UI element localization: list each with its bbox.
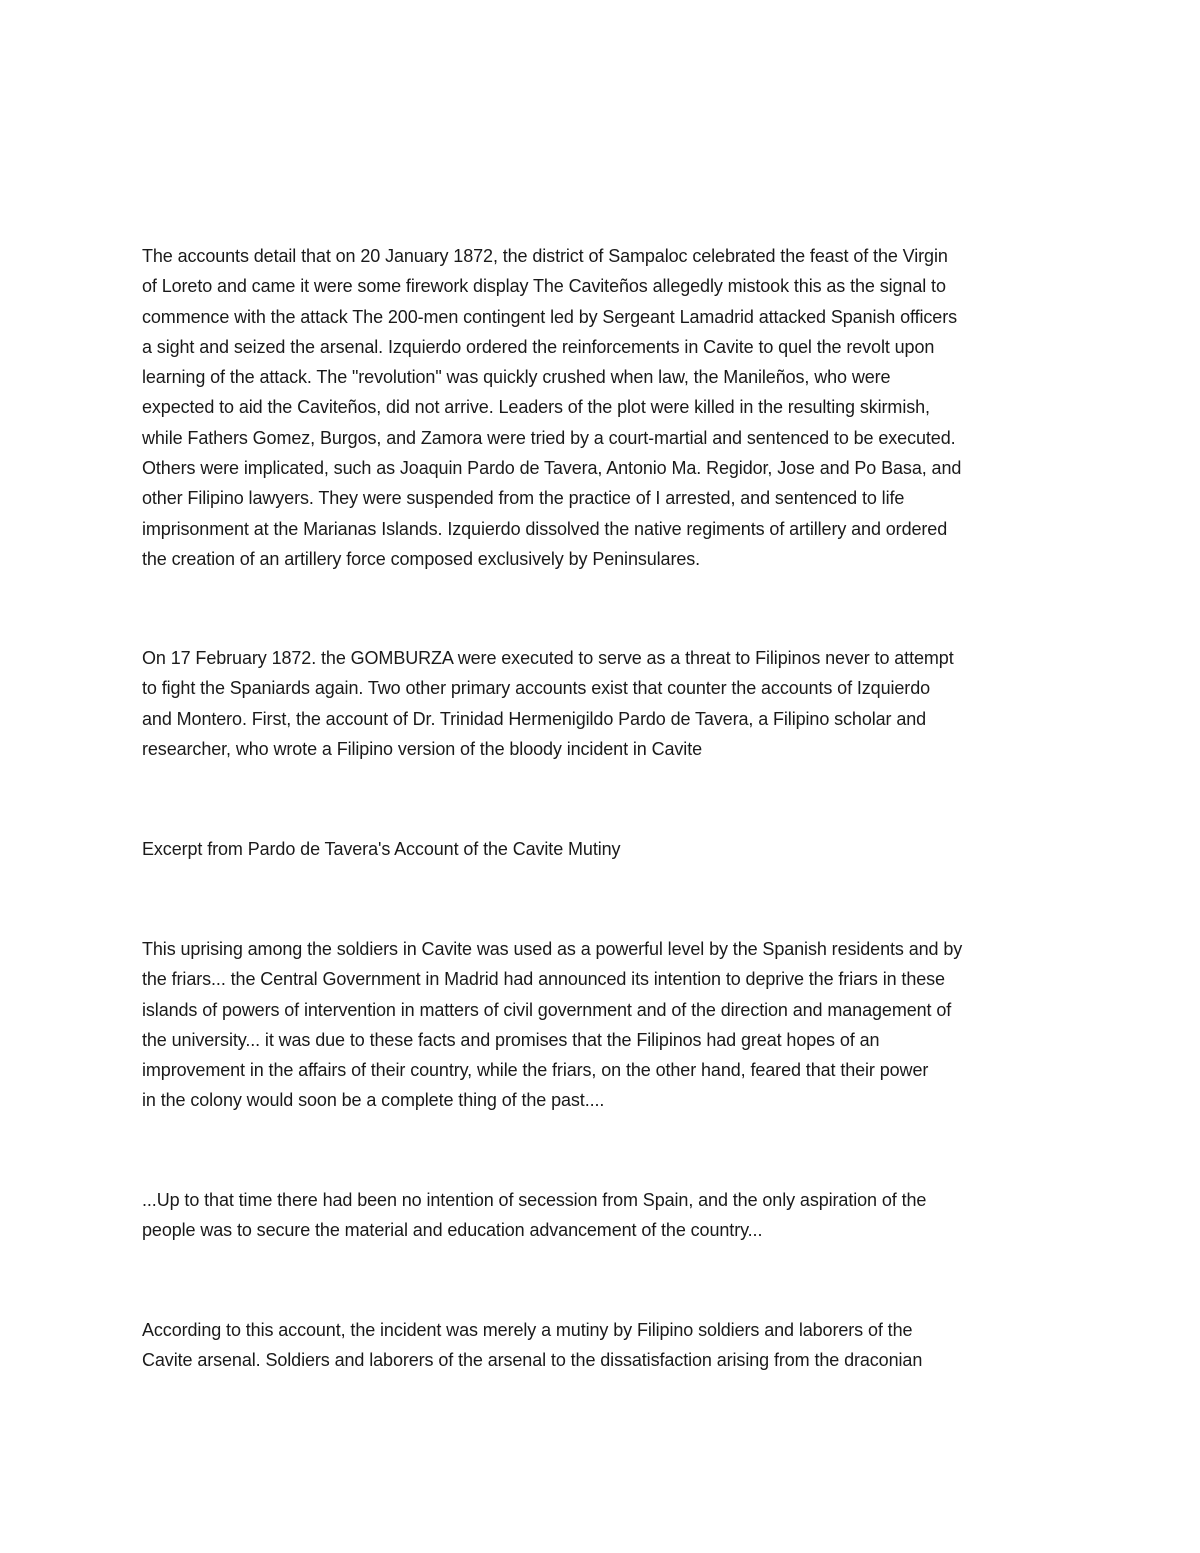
text-line: and Montero. First, the account of Dr. Trinidad Hermenigildo Pardo de Tavera, a Filipino scholar and xyxy=(142,708,927,729)
paragraph-excerpt-heading xyxy=(142,834,620,864)
text-line: learning of the attack. The "revolution" was quickly crushed when law, the Manileños, who were xyxy=(142,367,891,388)
text-line: Cavite arsenal. Soldiers and laborers of the arsenal to the dissatisfaction arising from the draconian xyxy=(142,1350,923,1371)
text-line: a sight and seized the arsenal. Izquierdo ordered the reinforcements in Cavite to quel the revolt upon xyxy=(142,336,935,357)
text-line: Others were implicated, such as Joaquin Pardo de Tavera, Antonio Ma. Regidor, Jose and Po Basa, and xyxy=(142,458,962,479)
text-line: while Fathers Gomez, Burgos, and Zamora were tried by a court-martial and sentenced to be executed. xyxy=(142,427,956,448)
text-line: the university... it was due to these facts and promises that the Filipinos had great hopes of an xyxy=(142,1029,880,1050)
paragraph-secession-quote xyxy=(142,1185,926,1246)
text-line: According to this account, the incident was merely a mutiny by Filipino soldiers and laborers of the xyxy=(142,1320,913,1340)
text-line: expected to aid the Caviteños, did not arrive. Leaders of the plot were killed in the resulting skirmish, xyxy=(142,397,930,418)
text-line: the friars... the Central Government in Madrid had announced its intention to deprive the friars in these xyxy=(142,969,945,990)
text-line: Excerpt from Pardo de Tavera's Account of the Cavite Mutiny xyxy=(142,839,621,859)
text-line: improvement in the affairs of their country, while the friars, on the other hand, feared that their power xyxy=(142,1060,929,1081)
text-line: The accounts detail that on 20 January 1872, the district of Sampaloc celebrated the feast of the Virgin xyxy=(142,246,948,266)
text-line: to fight the Spaniards again. Two other primary accounts exist that counter the accounts of Izquierdo xyxy=(142,678,931,699)
text-line: researcher, who wrote a Filipino version of the bloody incident in Cavite xyxy=(142,738,702,759)
text-line: ...Up to that time there had been no intention of secession from Spain, and the only aspiration of the xyxy=(142,1190,927,1210)
text-line: commence with the attack The 200-men contingent led by Sergeant Lamadrid attacked Spanish officers xyxy=(142,306,958,327)
paragraph-uprising-quote xyxy=(142,934,962,1116)
text-line: islands of powers of intervention in matters of civil government and of the direction and management of xyxy=(142,999,952,1020)
text-line: of Loreto and came it were some firework display The Caviteños allegedly mistook this as the signal to xyxy=(142,276,946,297)
text-line: imprisonment at the Marianas Islands. Izquierdo dissolved the native regiments of artillery and ordered xyxy=(142,518,948,539)
text-line: This uprising among the soldiers in Cavite was used as a powerful level by the Spanish residents and by xyxy=(142,939,963,959)
text-line: On 17 February 1872. the GOMBURZA were executed to serve as a threat to Filipinos never to attempt xyxy=(142,648,954,668)
paragraph-gomburza-executed xyxy=(142,643,954,764)
text-line: in the colony would soon be a complete thing of the past.... xyxy=(142,1090,605,1111)
text-line: people was to secure the material and education advancement of the country... xyxy=(142,1220,763,1241)
text-line: other Filipino lawyers. They were suspended from the practice of I arrested, and sentenced to life xyxy=(142,488,905,509)
text-line: the creation of an artillery force composed exclusively by Peninsulares. xyxy=(142,548,701,569)
paragraph-accounts-detail xyxy=(142,241,961,574)
paragraph-according-account xyxy=(142,1315,922,1376)
